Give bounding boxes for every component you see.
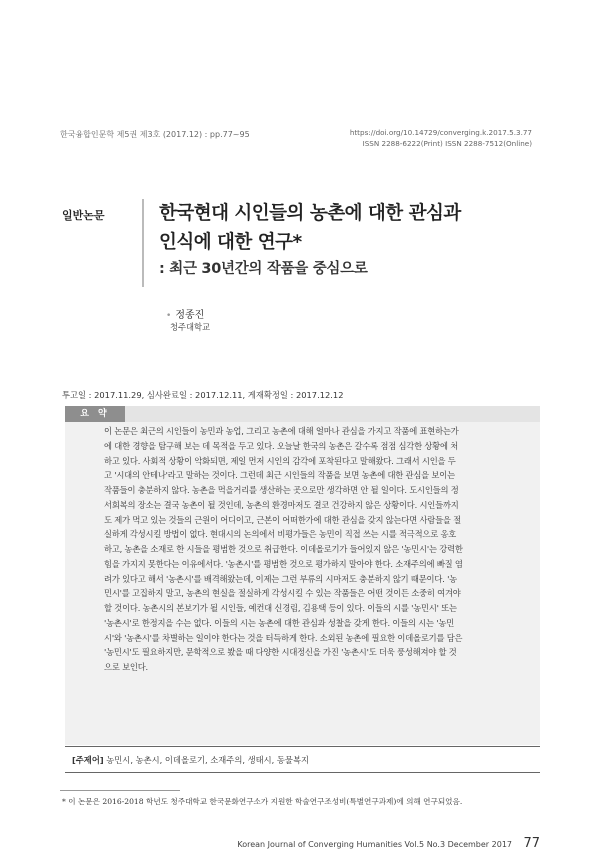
page-number: 77 (523, 836, 540, 851)
keywords-value: 농민시, 농촌시, 이데올로기, 소재주의, 생태시, 동물복지 (106, 755, 309, 765)
article-title (159, 199, 461, 257)
journal-info: 한국융합인문학 제5권 제3호 (2017.12) : pp.77~95 (60, 130, 250, 139)
title-line-1: 한국현대 시인들의 농촌에 대한 관심과 (159, 203, 461, 224)
abstract-bottom-rule (65, 746, 540, 747)
abstract-line: 하고 있다. 사회적 상황이 악화되면, 제일 먼저 시인의 감각에 포착된다고 말해왔다. 그래서 시인을 두 (104, 455, 456, 466)
author (166, 306, 204, 321)
abstract-line: 려가 있다고 해서 '농촌시'를 배격해왔는데, 이제는 그런 부류의 시마저도 충분하지 않기 때문이다. '농 (104, 573, 457, 584)
abstract-text (104, 424, 522, 675)
abstract-line: 할 것이다. 농촌시의 본보기가 될 시인들, 예컨대 신경림, 김용택 등이 있다. 이들의 시를 '농민시' 또는 (104, 603, 457, 613)
doi-text[interactable]: https://doi.org/10.14729/converging.k.2017.5.3.77 (349, 128, 532, 137)
doi-issn-block (350, 127, 532, 149)
article-subtitle: : 최근 30년간의 작품을 중심으로 (159, 261, 368, 277)
abstract-line: '농민시'도 필요하지만, 문학적으로 봤을 때 다양한 시대정신을 가진 '농촌시'도 더욱 풍성해져야 할 것 (104, 647, 457, 658)
abstract-line: 하고, 농촌을 소재로 한 시들을 평범한 것으로 취급한다. 이데올로기가 들어있지 않은 '농민시'는 강력한 (104, 544, 463, 554)
title-divider (142, 199, 144, 287)
abstract-line: 서회복의 장소는 결국 농촌이 될 것인데, 농촌의 환경마저도 결코 건강하지 않은 상황이다. 시인들까지 (104, 499, 459, 510)
author-name: 정종진 (175, 310, 205, 321)
keywords (72, 754, 309, 766)
abstract-line: 실하게 각성시킬 방법이 없다. 현대시의 논의에서 비평가들은 농민이 직접 쓰는 시를 적극적으로 옹호 (104, 529, 457, 540)
author-bullet: • (166, 311, 172, 321)
footnote-rule (60, 790, 180, 791)
keywords-label: [주제어] (72, 755, 104, 765)
submission-dates: 투고일 : 2017.11.29, 심사완료일 : 2017.12.11, 게재확정일 : 2017.12.12 (62, 390, 344, 400)
abstract-line: 힘을 가지지 못한다는 이유에서다. '농촌시'를 평범한 것으로 평가하지 말아야 한다. 소재주의에 빠질 염 (104, 558, 463, 569)
abstract-line: 이 논문은 최근의 시인들이 농민과 농업, 그리고 농촌에 대해 얼마나 관심을 가지고 작품에 표현하는가 (104, 426, 459, 436)
article-category: 일반논문 (62, 209, 105, 222)
abstract-line: 도 제가 먹고 있는 것들의 근원이 어디이고, 근본이 어떠한가에 대한 관심을 갖지 않는다면 사람들을 절 (104, 514, 461, 525)
title-line-2: 인식에 대한 연구* (159, 232, 302, 253)
abstract-line: 고 '시대의 안테나'라고 말하는 것이다. 그런데 최근 시인들의 작품을 보면 농촌에 대한 관심을 보이는 (104, 470, 455, 481)
abstract-line: '농촌시'로 한정지을 수는 없다. 이들의 시는 농촌에 대한 관심과 성찰을 갖게 한다. 이들의 시는 '농민 (104, 617, 455, 628)
keywords-bottom-rule (65, 772, 540, 773)
abstract-line: 작품들이 충분하지 않다. 농촌을 먹을거리를 생산하는 곳으로만 생각하면 안 될 일이다. 도시인들의 정 (104, 485, 459, 495)
abstract-line: 시'와 '농촌시'를 차별하는 일이야 한다는 것을 터득하게 한다. 소외된 농촌에 필요한 이데올로기를 담은 (104, 632, 463, 643)
abstract-label: 요 약 (65, 406, 125, 422)
author-affiliation: 청주대학교 (170, 322, 211, 332)
footnote: * 이 논문은 2016-2018 학년도 청주대학교 한국문화연구소가 지원한 학술연구조성비(특별연구과제)에 의해 연구되었음. (62, 797, 463, 806)
issn-text: ISSN 2288-6222(Print) ISSN 2288-7512(Online) (362, 139, 532, 148)
abstract-line: 민시'를 고집하지 말고, 농촌의 현실을 절실하게 각성시킬 수 있는 작품들은 어떤 것이든 소중히 여겨야 (104, 588, 461, 599)
abstract-line: 에 대한 경향을 탐구해 보는 데 목적을 두고 있다. 오늘날 한국의 농촌은 갈수록 점점 심각한 상황에 처 (104, 440, 459, 451)
footer-journal: Korean Journal of Converging Humanities Vol.5 No.3 December 2017 (237, 840, 512, 849)
abstract-line: 으로 보인다. (104, 662, 148, 672)
abstract-header-bar (65, 406, 540, 422)
